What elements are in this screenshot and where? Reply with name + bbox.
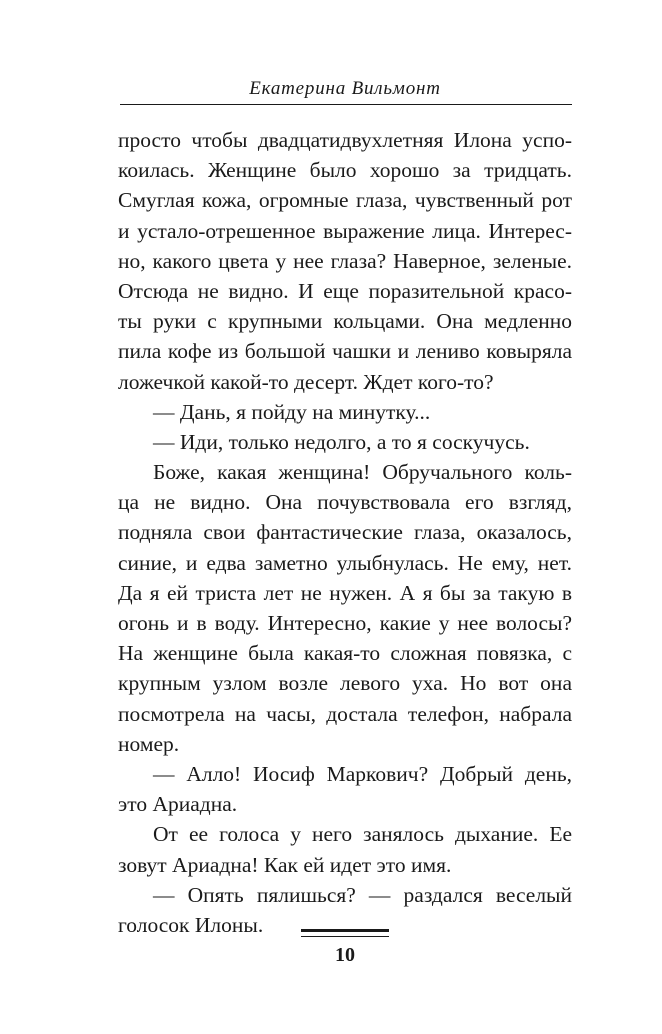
- text-line: Боже, какая женщина! Обручального коль-: [153, 460, 572, 485]
- text-line: но, какого цвета у нее глаза? Наверное, зеленые.: [118, 248, 572, 273]
- text-line: — Дань, я пойду на минутку...: [153, 399, 431, 424]
- body-text: [118, 125, 572, 940]
- page-number: 10: [335, 944, 355, 966]
- running-title: Екатерина Вильмонт: [249, 78, 441, 99]
- text-line: и устало-отрешенное выражение лица. Интерес-: [118, 218, 572, 243]
- text-line: посмотрела на часы, достала телефон, набрала: [118, 701, 572, 726]
- text-line: Да я ей триста лет не нужен. А я бы за такую в: [118, 580, 572, 605]
- text-line: синие, и едва заметно улыбнулась. Не ему, нет.: [118, 550, 572, 575]
- text-line: От ее голоса у него занялось дыхание. Ее: [153, 822, 572, 847]
- text-line: просто чтобы двадцатидвухлетняя Илона успо-: [118, 128, 572, 152]
- text-line: ложечкой какой-то десерт. Ждет кого-то?: [118, 369, 494, 394]
- text-line: — Опять пялишься? — раздался веселый: [153, 882, 572, 907]
- text-line: На женщине была какая-то сложная повязка, с: [118, 641, 572, 666]
- text-line: пила кофе из большой чашки и лениво ковыряла: [118, 339, 572, 364]
- text-line: — Алло! Иосиф Маркович? Добрый день,: [153, 761, 572, 786]
- text-line: зовут Ариадна! Как ей идет это имя.: [118, 852, 452, 877]
- text-line: голосок Илоны.: [118, 912, 264, 937]
- text-line: крупным узлом возле левого уха. Но вот она: [118, 671, 572, 696]
- footer-rule-thin: [301, 936, 389, 937]
- text-line: огонь и в воду. Интересно, какие у нее волосы?: [118, 611, 572, 635]
- text-line: это Ариадна.: [118, 792, 238, 817]
- text-line: ты руки с крупными кольцами. Она медленно: [118, 309, 572, 334]
- text-line: Отсюда не видно. И еще поразительной красо-: [118, 278, 572, 303]
- text-line: номер.: [118, 731, 180, 756]
- text-line: коилась. Женщине было хорошо за тридцать.: [118, 158, 572, 183]
- header-rule: [120, 104, 572, 105]
- text-line: — Иди, только недолго, а то я соскучусь.: [153, 429, 530, 454]
- text-line: подняла свои фантастические глаза, оказалось,: [118, 520, 572, 545]
- text-line: ца не видно. Она почувствовала его взгляд,: [118, 490, 572, 515]
- footer-rule-thick: [301, 929, 389, 932]
- text-line: Смуглая кожа, огромные глаза, чувственный рот: [118, 188, 572, 213]
